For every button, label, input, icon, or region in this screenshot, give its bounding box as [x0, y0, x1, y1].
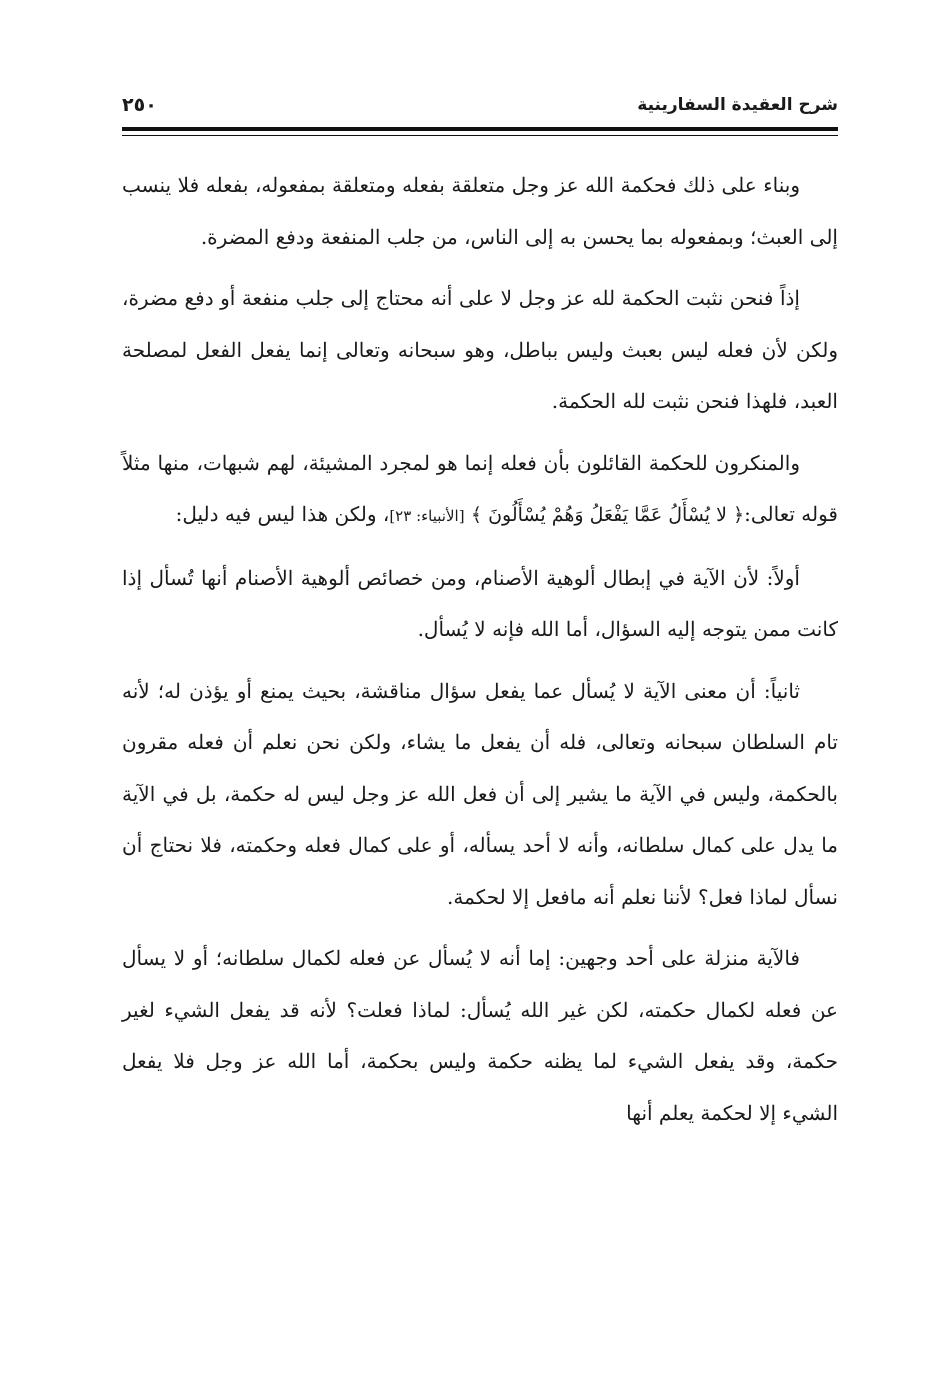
paragraph-5: ثانياً: أن معنى الآية لا يُسأل عما يفعل سؤال مناقشة، بحيث يمنع أو يؤذن له؛ لأنه تام السلطان سبحانه وتعالى، فله أن يفعل ما يشاء، ولكن نحن نعلم أن فعله مقرون بالحكمة، وليس في الآية ما يشير إلى أن فعل الله عز وجل ليس له حكمة، بل في الآية ما يدل على كمال سلطانه، وأنه لا أحد يسأله، أو على كمال فعله وحكمته، فلا نحتاج أن نسأل لماذا فعل؟ لأننا نعلم أنه مافعل إلا لحكمة. — [122, 678, 838, 909]
page-number: ٢٥٠ — [122, 94, 157, 116]
quran-verse: ﴿ لا يُسْأَلُ عَمَّا يَفْعَلُ وَهُمْ يُسْأَلُونَ ﴾ — [470, 504, 745, 526]
paragraph-2: إذاً فنحن نثبت الحكمة لله عز وجل لا على أنه محتاج إلى جلب منفعة أو دفع مضرة، ولكن لأن فعله ليس بعبث وليس بباطل، وهو سبحانه وتعالى إنما يفعل الفعل لمصلحة العبد، فلهذا فنحن نثبت لله الحكمة. — [122, 286, 838, 413]
paragraph-1: وبناء على ذلك فحكمة الله عز وجل متعلقة بفعله ومتعلقة بمفعوله، بفعله فلا ينسب إلى العبث؛ وبمفعوله بما يحسن به إلى الناس، من جلب المنفعة ودفع المضرة. — [122, 173, 838, 249]
paragraph-4: أولاً: لأن الآية في إبطال ألوهية الأصنام، ومن خصائص ألوهية الأصنام أنها تُسأل إذا كانت ممن يتوجه إليه السؤال، أما الله فإنه لا يُسأل. — [122, 565, 838, 641]
header-rule-thin — [122, 135, 838, 136]
verse-reference: [الأنبياء: ٢٣] — [389, 507, 465, 525]
running-header — [122, 92, 838, 122]
paragraph-6: فالآية منزلة على أحد وجهين: إما أنه لا يُسأل عن فعله لكمال سلطانه؛ أو لا يسأل عن فعله لكمال حكمته، لكن غير الله يُسأل: لماذا فعلت؟ لأنه قد يفعل الشيء لغير حكمة، وقد يفعل الشيء لما يظنه حكمة وليس بحكمة، أما الله عز وجل فلا يفعل الشيء إلا لحكمة يعلم أنها — [122, 946, 838, 1125]
header-title: شرح العقيدة السفارينية — [637, 95, 838, 115]
body-text — [122, 160, 838, 1149]
paragraph-3 — [122, 438, 838, 543]
paragraph-3-end: ، ولكن هذا ليس فيه دليل: — [175, 502, 390, 526]
paragraph-3-intro: والمنكرون للحكمة القائلون بأن فعله إنما هو لمجرد المشيئة، لهم شبهات، منها مثلاً قوله تعالى: — [122, 450, 838, 526]
header-rule-thick — [122, 127, 838, 131]
